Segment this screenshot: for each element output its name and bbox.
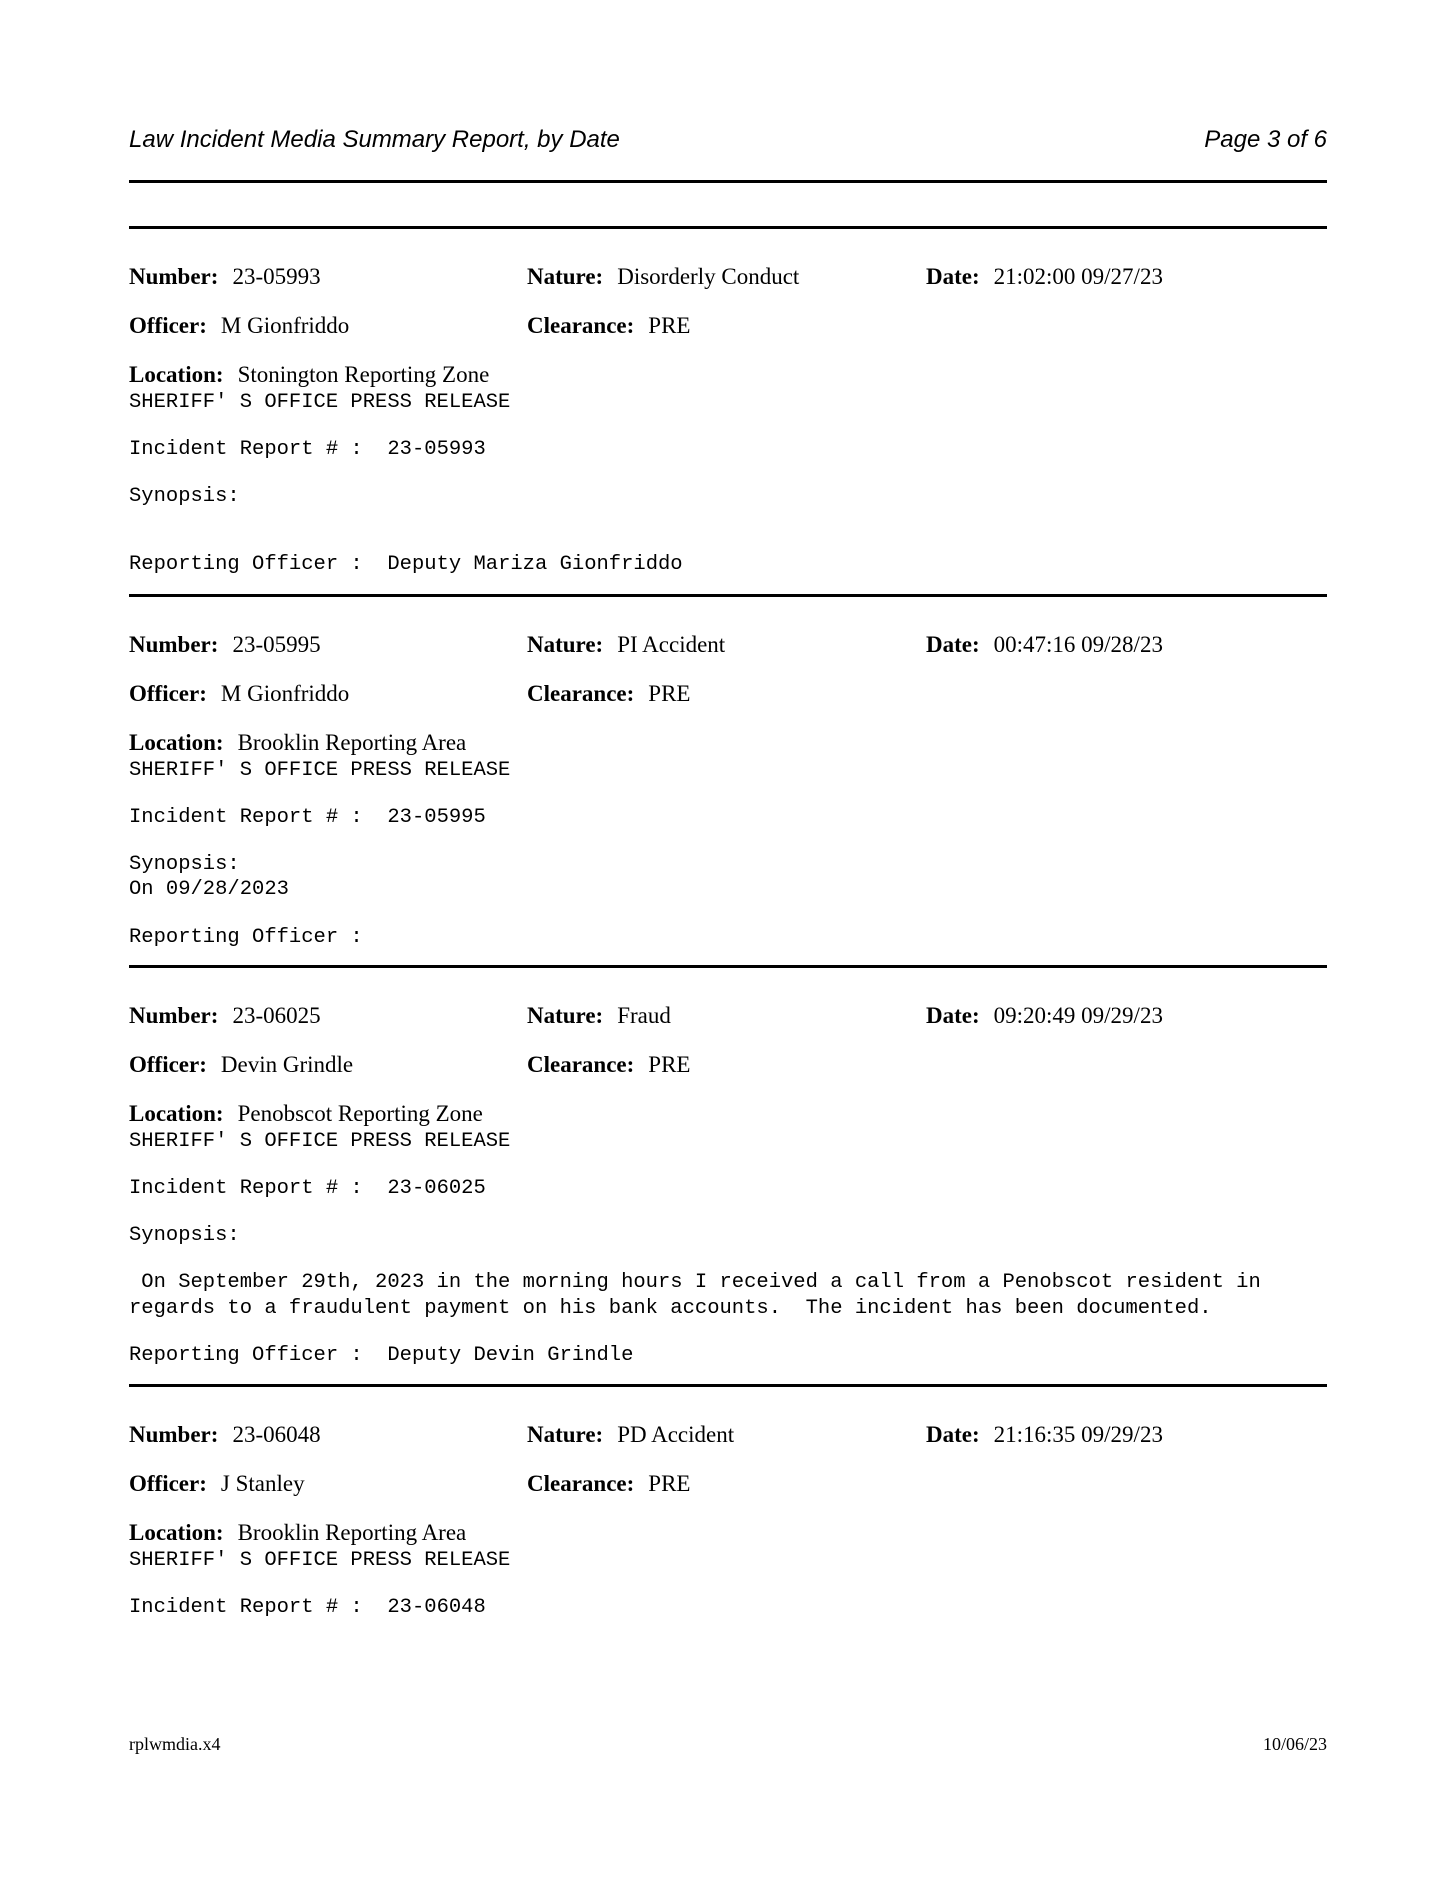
page-number: Page 3 of 6 [1204,126,1327,153]
section-rule [129,965,1327,968]
synopsis-text: On September 29th, 2023 in the morning hours I received a call from a Penobscot resident in regards to a fraudulent payment on his bank accounts. The incident has been documented. [129,1271,1261,1320]
nature-field: Nature: PI Accident [527,632,726,657]
location-field: Location: Stonington Reporting Zone [129,362,490,387]
report-id: rplwmdia.x4 [129,1734,221,1754]
synopsis-label: Synopsis: [129,485,240,508]
nature-field: Nature: PD Accident [527,1422,735,1447]
incident-report-line: Incident Report # : 23-06048 [129,1596,486,1619]
location-field: Location: Penobscot Reporting Zone [129,1101,483,1126]
synopsis-text: On 09/28/2023 [129,878,289,901]
incident-record [129,632,1327,952]
incident-report-line: Incident Report # : 23-05993 [129,438,486,461]
reporting-officer-line: Reporting Officer : Deputy Devin Grindle [129,1344,634,1367]
header-rule [129,180,1327,183]
nature-field: Nature: Disorderly Conduct [527,264,800,289]
clearance-field: Clearance: PRE [527,1052,691,1077]
clearance-field: Clearance: PRE [527,313,691,338]
number-field: Number: 23-05993 [129,264,321,289]
incident-report-line: Incident Report # : 23-06025 [129,1177,486,1200]
press-release-line: SHERIFF' S OFFICE PRESS RELEASE [129,759,511,782]
date-field: Date: 21:16:35 09/29/23 [926,1422,1163,1447]
synopsis-label: Synopsis: [129,853,240,876]
officer-field: Officer: M Gionfriddo [129,681,350,706]
reporting-officer-line: Reporting Officer : [129,926,363,949]
header-rule-2 [129,226,1327,229]
incident-report-line: Incident Report # : 23-05995 [129,806,486,829]
officer-field: Officer: Devin Grindle [129,1052,354,1077]
number-field: Number: 23-05995 [129,632,321,657]
press-release-line: SHERIFF' S OFFICE PRESS RELEASE [129,1130,511,1153]
press-release-line: SHERIFF' S OFFICE PRESS RELEASE [129,1549,511,1572]
nature-field: Nature: Fraud [527,1003,671,1028]
date-field: Date: 00:47:16 09/28/23 [926,632,1163,657]
incident-record [129,1003,1327,1373]
officer-field: Officer: J Stanley [129,1471,305,1496]
press-release-line: SHERIFF' S OFFICE PRESS RELEASE [129,391,511,414]
number-field: Number: 23-06048 [129,1422,321,1447]
print-date: 10/06/23 [1262,1734,1327,1754]
section-rule [129,594,1327,597]
location-field: Location: Brooklin Reporting Area [129,1520,467,1545]
reporting-officer-line: Reporting Officer : Deputy Mariza Gionfriddo [129,553,683,576]
date-field: Date: 09:20:49 09/29/23 [926,1003,1163,1028]
synopsis-label: Synopsis: [129,1224,240,1247]
officer-field: Officer: M Gionfriddo [129,313,350,338]
location-field: Location: Brooklin Reporting Area [129,730,467,755]
date-field: Date: 21:02:00 09/27/23 [926,264,1163,289]
incident-record [129,264,1327,584]
clearance-field: Clearance: PRE [527,1471,691,1496]
report-title: Law Incident Media Summary Report, by Date [129,126,620,153]
section-rule [129,1384,1327,1387]
number-field: Number: 23-06025 [129,1003,321,1028]
incident-record [129,1422,1327,1632]
clearance-field: Clearance: PRE [527,681,691,706]
